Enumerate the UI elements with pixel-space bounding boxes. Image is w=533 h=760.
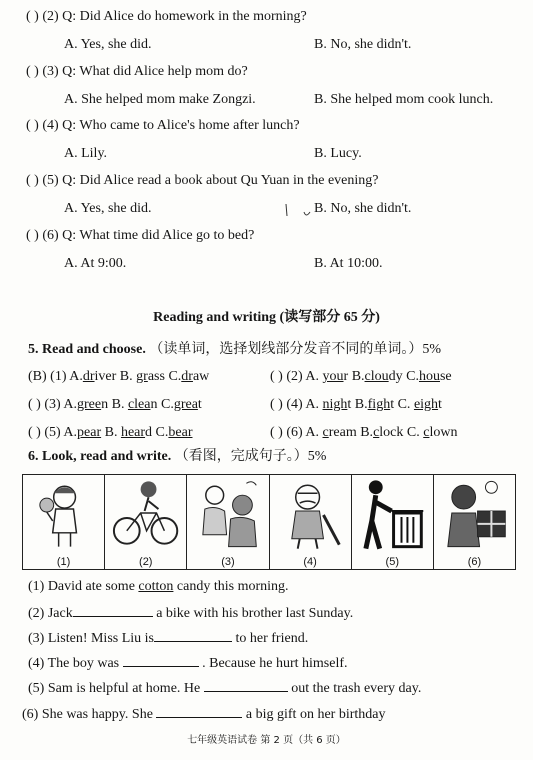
answer-blank[interactable] xyxy=(154,628,232,642)
word-rest: lown xyxy=(429,425,458,440)
part6-instruction: （看图，完成句子。）5% xyxy=(174,449,327,464)
question-5: ( ) (5) Q: Did Alice read a book about Qu Yuan in the evening? xyxy=(26,173,379,188)
option-letter: B. xyxy=(360,425,374,440)
boy-riding-bike-icon xyxy=(105,475,186,553)
question-3-option-a: A. She helped mom make Zongzi. xyxy=(64,92,256,107)
part5-item-5 xyxy=(28,424,192,442)
sentence-6 xyxy=(22,704,385,724)
question-4-option-a: A. Lily. xyxy=(64,146,108,161)
answer-paren[interactable]: (B) xyxy=(28,369,47,384)
underlined-part: hear xyxy=(120,425,146,440)
part5-instruction: （读单词，选择划线部分发音不同的单词。）5% xyxy=(149,342,442,357)
hurt-boy-icon xyxy=(270,475,351,553)
underlined-part: dr xyxy=(82,369,95,384)
sentence-text: out the trash every day. xyxy=(287,681,422,696)
picture-3 xyxy=(187,475,269,569)
sentence-text: . Because he hurt himself. xyxy=(198,656,348,671)
item-number: (6) xyxy=(286,425,303,440)
sentence-text: candy this morning. xyxy=(173,579,289,594)
option-letter: C. xyxy=(397,397,414,412)
underlined-part: dr xyxy=(181,369,193,384)
word-rest: ream xyxy=(328,425,357,440)
question-4: ( ) (4) Q: Who came to Alice's home after lunch? xyxy=(26,118,300,133)
option-letter: A. xyxy=(305,425,323,440)
part6-heading xyxy=(28,448,326,466)
option-letter: B. xyxy=(104,425,121,440)
part5-item-3 xyxy=(28,396,202,414)
taking-out-trash-icon xyxy=(352,475,433,553)
picture-5 xyxy=(352,475,434,569)
word-rest: d xyxy=(145,425,153,440)
picture-4 xyxy=(270,475,352,569)
picture-1 xyxy=(23,475,105,569)
filled-answer: cotton xyxy=(138,579,174,594)
word-rest: ass xyxy=(147,369,165,384)
sentence-3 xyxy=(28,628,308,648)
underlined-part: clea xyxy=(127,397,151,412)
part5-item-2 xyxy=(270,368,452,386)
item-number: (3) xyxy=(44,397,61,412)
word-rest: aw xyxy=(192,369,210,384)
question-6: ( ) (6) Q: What time did Alice go to bed? xyxy=(26,228,255,243)
word-rest: n xyxy=(150,397,158,412)
word-rest: se xyxy=(439,369,452,384)
question-5-option-b: B. No, she didn't. xyxy=(314,201,412,216)
picture-1-label: (1) xyxy=(56,556,71,568)
sentence-1 xyxy=(28,578,289,596)
option-letter: A. xyxy=(63,425,78,440)
question-2-option-a: A. Yes, she did. xyxy=(64,37,152,52)
answer-blank[interactable] xyxy=(123,653,199,667)
word-rest: dy xyxy=(388,369,403,384)
word-rest: n xyxy=(101,397,109,412)
option-letter: C. xyxy=(168,369,182,384)
item-number: (2) xyxy=(286,369,303,384)
two-women-talking-icon xyxy=(187,475,268,553)
underlined-part: gree xyxy=(77,397,102,412)
option-letter: B. xyxy=(354,397,368,412)
underlined-part: pear xyxy=(77,425,102,440)
underlined-part: c xyxy=(373,425,380,440)
underlined-part: c xyxy=(322,425,329,440)
question-3-option-b: B. She helped mom cook lunch. xyxy=(314,92,494,107)
answer-paren[interactable]: ( ) xyxy=(28,425,41,440)
word-rest: t xyxy=(347,397,352,412)
answer-paren[interactable]: ( ) xyxy=(270,425,283,440)
word-rest: t xyxy=(438,397,442,412)
picture-4-label: (4) xyxy=(303,556,317,568)
answer-paren[interactable]: ( ) xyxy=(270,369,283,384)
sentence-2 xyxy=(28,603,353,623)
underlined-part: bear xyxy=(168,425,193,440)
question-2-option-b: B. No, she didn't. xyxy=(314,37,412,52)
option-letter: A. xyxy=(63,397,78,412)
picture-6 xyxy=(434,475,515,569)
part5-item-6 xyxy=(270,424,457,442)
picture-5-label: (5) xyxy=(385,556,399,568)
sentence-text: (1) David ate some xyxy=(28,579,139,594)
picture-strip xyxy=(22,474,516,570)
underlined-part: grea xyxy=(173,397,198,412)
option-letter: C. xyxy=(160,397,174,412)
word-rest: t xyxy=(197,397,202,412)
underlined-part: hou xyxy=(418,369,440,384)
picture-2 xyxy=(105,475,187,569)
underlined-part: you xyxy=(322,369,344,384)
part5-heading xyxy=(28,341,441,359)
option-letter: A. xyxy=(305,397,323,412)
part5-item-1 xyxy=(28,368,209,386)
question-6-option-a: A. At 9:00. xyxy=(64,256,127,271)
word-rest: r xyxy=(343,369,349,384)
item-number: (4) xyxy=(286,397,303,412)
word-rest: iver xyxy=(94,369,117,384)
answer-blank[interactable] xyxy=(156,704,242,718)
pencil-mark-icon xyxy=(282,200,312,222)
picture-3-label: (3) xyxy=(221,556,235,568)
option-letter: B. xyxy=(119,369,137,384)
option-letter: C. xyxy=(155,425,169,440)
underlined-part: nigh xyxy=(322,397,348,412)
sentence-text: (5) Sam is helpful at home. He xyxy=(28,681,204,696)
part6-heading-text: 6. Look, read and write. xyxy=(28,449,172,464)
underlined-part: figh xyxy=(367,397,391,412)
sentence-text: (2) Jack xyxy=(28,606,73,621)
answer-blank[interactable] xyxy=(204,678,288,692)
sentence-text: (6) She was happy. She xyxy=(22,707,157,722)
part5-item-4 xyxy=(270,396,442,414)
girl-with-gift-icon xyxy=(434,475,515,553)
part5-heading-text: 5. Read and choose. xyxy=(28,342,146,357)
question-5-option-a: A. Yes, she did. xyxy=(64,201,152,216)
answer-blank[interactable] xyxy=(73,603,153,617)
question-6-option-b: B. At 10:00. xyxy=(314,256,383,271)
underlined-part: gr xyxy=(136,369,148,384)
word-rest: t xyxy=(390,397,395,412)
option-letter: B. xyxy=(351,369,365,384)
section-title: Reading and writing (读写部分 65 分) xyxy=(153,310,380,325)
sentence-text: (3) Listen! Miss Liu is xyxy=(28,631,154,646)
item-number: (5) xyxy=(44,425,61,440)
underlined-part: eigh xyxy=(413,397,439,412)
sentence-5 xyxy=(28,678,421,698)
option-letter: C. xyxy=(406,425,424,440)
question-3: ( ) (3) Q: What did Alice help mom do? xyxy=(26,64,248,79)
underlined-part: clou xyxy=(364,369,389,384)
sentence-text: a big gift on her birthday xyxy=(242,707,386,722)
sentence-text: (4) The boy was xyxy=(28,656,123,671)
answer-paren[interactable]: ( ) xyxy=(28,397,41,412)
option-letter: A. xyxy=(305,369,323,384)
question-4-option-b: B. Lucy. xyxy=(314,146,362,161)
option-letter: A. xyxy=(69,369,83,384)
page-footer: 七年级英语试卷 第 2 页（共 6 页） xyxy=(187,735,346,746)
sentence-text: to her friend. xyxy=(232,631,309,646)
sentence-4 xyxy=(28,653,348,673)
option-letter: B. xyxy=(111,397,128,412)
question-2: ( ) (2) Q: Did Alice do homework in the morning? xyxy=(26,9,307,24)
picture-2-label: (2) xyxy=(139,556,153,568)
word-rest: lock xyxy=(379,425,404,440)
picture-6-label: (6) xyxy=(467,556,482,568)
option-letter: C. xyxy=(406,369,419,384)
answer-paren[interactable]: ( ) xyxy=(270,397,283,412)
item-number: (1) xyxy=(50,369,67,384)
sentence-text: a bike with his brother last Sunday. xyxy=(152,606,354,621)
boy-with-cotton-candy-icon xyxy=(23,475,104,553)
underlined-part: c xyxy=(423,425,430,440)
